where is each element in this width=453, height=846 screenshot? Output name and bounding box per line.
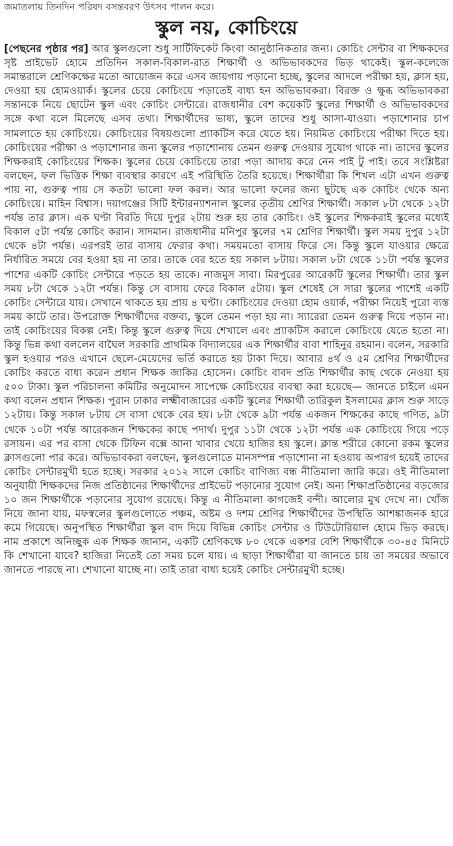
previous-article-fragment: জমাতলায় তিনদিন পরিষদ বসন্তবরণ উৎসব পালন করে। xyxy=(4,2,215,13)
article-body-text: আর স্কুলগুলো শুধু সার্টিফিকেট কিংবা আনুষ্ঠানিকতার জন্য। কোচিং সেন্টার বা শিক্ষকদের সৃষ্ট প্রাইভেট হোমে প্রতিদিন সকাল-বিকাল-রাত শিক্ষার্থী ও অভিভাবকদের ভিড় থাকেই। স্কুল-কলেজে সমান্তরালে শ্রেণিকক্ষের মতো আয়োজন করে এসব জায়গায় পড়ানো হচ্ছে, স্কুলের আদলে পরীক্ষা হয়, ক্লাস হয়, দেওয়া হয় হোমওয়ার্ক। স্কুলের চেয়ে কোচিংয়ে পড়াতেই বাধ্য হন অভিভাবকরা। বিরক্ত ও ক্ষুব্ধ অভিভাবকরা সন্তানকে নিয়ে ছোটেন স্কুল এবং কোচিং সেন্টারে। রাজধানীর বেশ কয়েকটি স্কুলের শিক্ষার্থী ও অভিভাবকদের সঙ্গে কথা বলে মিলেছে এসব তথ্য। শিক্ষার্থীদের ভাষ্য, স্কুলে তাদের শুধু আসা-যাওয়া। পড়াশোনার চাপ সামলাতে হয় কোচিংয়ে। কোচিংয়ের বিষয়গুলো প্র্যাকটিস করে যেতে হয়। নিয়মিত কোচিংয়ে পরীক্ষা দিতে হয়। কোচিংয়ের পরীক্ষা ও পড়াশোনার জন্য স্কুলের পড়াশোনায় তেমন গুরুত্ব দেওয়ার সুযোগ থাকে না। তাদের স্কুলের শিক্ষকরাই কোচিংয়ের শিক্ষক। স্কুলের চেয়ে কোচিংয়ে তারা পড়া আদায় করে নেন পাই টু পাই। তবে সংশ্লিষ্টরা বলছেন, ফল ভিত্তিক শিক্ষা ব্যবস্থার কারণে এই পরিস্থিতি তৈরি হয়েছে। শিক্ষার্থীরা কি শিখল এটা এখন গুরুত্ব পায় না, গুরুত্ব পায় সে কতটা ভালো ফল করল। আর ভালো ফলের জন্য ছুটছে এক কোচিং থেকে অন্য কোচিংয়ে। মাহিন বিশ্বাস। দয়াগঞ্জের সিটি ইন্টারন্যাশনাল স্কুলের তৃতীয় শ্রেণির শিক্ষার্থী। সকাল ৮টা থেকে ১২টা পর্যন্ত তার ক্লাস। এক ঘণ্টা বিরতি দিয়ে দুপুর ২টায় শুরু হয় তার কোচিং। ওই স্কুলের শিক্ষকরাই স্কুলের মধ্যেই বিকাল ৫টা পর্যন্ত কোচিং করান। সাদমান। রাজধানীর মনিপুর স্কুলের ৭ম শ্রেণির শিক্ষার্থী। স্কুল সময় দুপুর ১২টা থেকে ৪টা পর্যন্ত। এরপরই তার বাসায় ফেরার কথা। সময়মতো বাসায় ফিরে সে। কিন্তু স্কুলে যাওয়ার ক্ষেত্রে নির্ধারিত সময়ে বের হওয়া হয় না তার। তাকে বের হতে হয় সকাল ৮টায়। সকাল ৮টা থেকে ১১টা পর্যন্ত স্কুলের পাশের একটি কোচিং সেন্টারে পড়তে হয় তাকে। নাজমুস সাবা। মিরপুরের আরেকটি স্কুলের শিক্ষার্থী। তার স্কুল সময় ৮টা থেকে ১২টা পর্যন্ত। কিন্তু সে বাসায় ফেরে বিকাল ৫টায়। স্কুল শেষেই সে সারা স্কুলের পাশেই একটি কোচিং সেন্টারে যায়। সেখানে থাকতে হয় প্রায় ৪ ঘণ্টা। কোচিংয়ের দেওয়া হোম ওয়ার্ক, পরীক্ষা নিয়েই পুরো ব্যস্ত সময় কাটে তার। উপরোক্ত শিক্ষার্থীদের বক্তব্য, স্কুলে তেমন পড়া হয় না। স্যারেরা তেমন গুরুত্ব দিয়ে পড়ান না। তাই কোচিংয়ের বিকল্প নেই। কিন্তু স্কুলে গুরুত্ব দিয়ে শেখালে এবং প্র্যাকটিস করালে কোচিংয়ে যেতে হতো না। কিন্তু ভিন্ন কথা বললেন বাঘৈল সরকারি প্রাথমিক বিদ্যালয়ের এক শিক্ষার্থীর বাবা শাহিনুর রহমান। বলেন, সরকারি স্কুল হওয়ার পরও এখানে ছেলে-মেয়েদের ভর্তি করাতে হয় টাকা দিয়ে। আবার ৪র্থ ও ৫ম শ্রেণির শিক্ষার্থীদের কোচিং করতে বাধ্য করেন প্রধান শিক্ষক জাকির হোসেন। কোচিং বাবদ প্রতি শিক্ষার্থীর কাছ থেকে নেওয়া হয় ৫০০ টাকা। স্কুল পরিচালনা কমিটির অনুমোদন সাপেক্ষে কোচিংয়ের ব্যবস্থা করা হয়েছে— জানতে চাইলে এমন কথা বলেন প্রধান শিক্ষক। পুরান ঢাকার লক্ষ্মীবাজারের একটি স্কুলের শিক্ষার্থী তারিকুল ইসলামের ক্লাস শুরু সাড়ে ১২টায়। কিন্তু সকাল ৮টায় সে বাসা থেকে বের হয়। ৮টা থেকে ৯টা পর্যন্ত একজন শিক্ষকের কাছে গণিত, ৯টা থেকে ১০টা পর্যন্ত আরেকজন শিক্ষকের কাছে পদার্থ। দুপুর ১১টা থেকে ১২টা পর্যন্ত এক কোচিংয়ে গিয়ে পড়ে রসায়ন। এর পর বাসা থেকে টিফিন বক্সে আনা খাবার খেয়ে হাজির হয় স্কুলে। ক্লান্ত শরীরে কোনো রকম স্কুলের ক্লাসগুলো পার করে। অভিভাবকরা বলছেন, স্কুলগুলোতে মানসম্পন্ন পড়াশোনা না হওয়ায় অপারগ হয়েই তাদের কোচিং সেন্টারমুখী হতে হচ্ছে। সরকার ২০১২ সালে কোচিং বাণিজ্য বন্ধ নীতিমালা জারি করে। ওই নীতিমালা অনুযায়ী শিক্ষকদের নিজ প্রতিষ্ঠানের শিক্ষার্থীদের প্রাইভেট পড়ানোর সুযোগ নেই। অন্য শিক্ষাপ্রতিষ্ঠানের বড়জোর ১০ জন শিক্ষার্থীকে পড়ানোর সুযোগ রয়েছে। কিন্তু এ নীতিমালা কাগজেই বন্দী। আলোর মুখ দেখে না। খোঁজ নিয়ে জানা যায়, মফস্বলের স্কুলগুলোতে পঞ্চম, অষ্টম ও দশম শ্রেণির শিক্ষার্থীদের উপস্থিতি আশঙ্কাজনক হারে কমে গিয়েছে। অনুপস্থিত শিক্ষার্থীরা স্কুল বাদ দিয়ে বিভিন্ন কোচিং সেন্টার ও টিউটোরিয়াল হোমে ভিড় করছে। নাম প্রকাশে অনিচ্ছুক এক শিক্ষক জানান, একটি শ্রেণিকক্ষে ৮০ থেকে একশর বেশি শিক্ষার্থীকে ৩০-৪৫ মিনিটে কি শেখানো যাবে? হাজিরা নিতেই তো সময় চলে যায়। এ ছাড়া শিক্ষার্থীরা যা জানতে চায় তা সময়ের অভাবে জানতে পারছে না। শেখানো যাচ্ছে না। তাই তারা বাধ্য হয়েই কোচিং সেন্টারমুখী হচ্ছে। xyxy=(4,44,450,577)
article-headline: স্কুল নয়, কোচিংয়ে xyxy=(155,17,298,39)
news-article xyxy=(0,1,453,579)
continuation-label: [পেছনের পৃষ্ঠার পর] xyxy=(4,44,89,55)
article-body xyxy=(4,43,449,579)
